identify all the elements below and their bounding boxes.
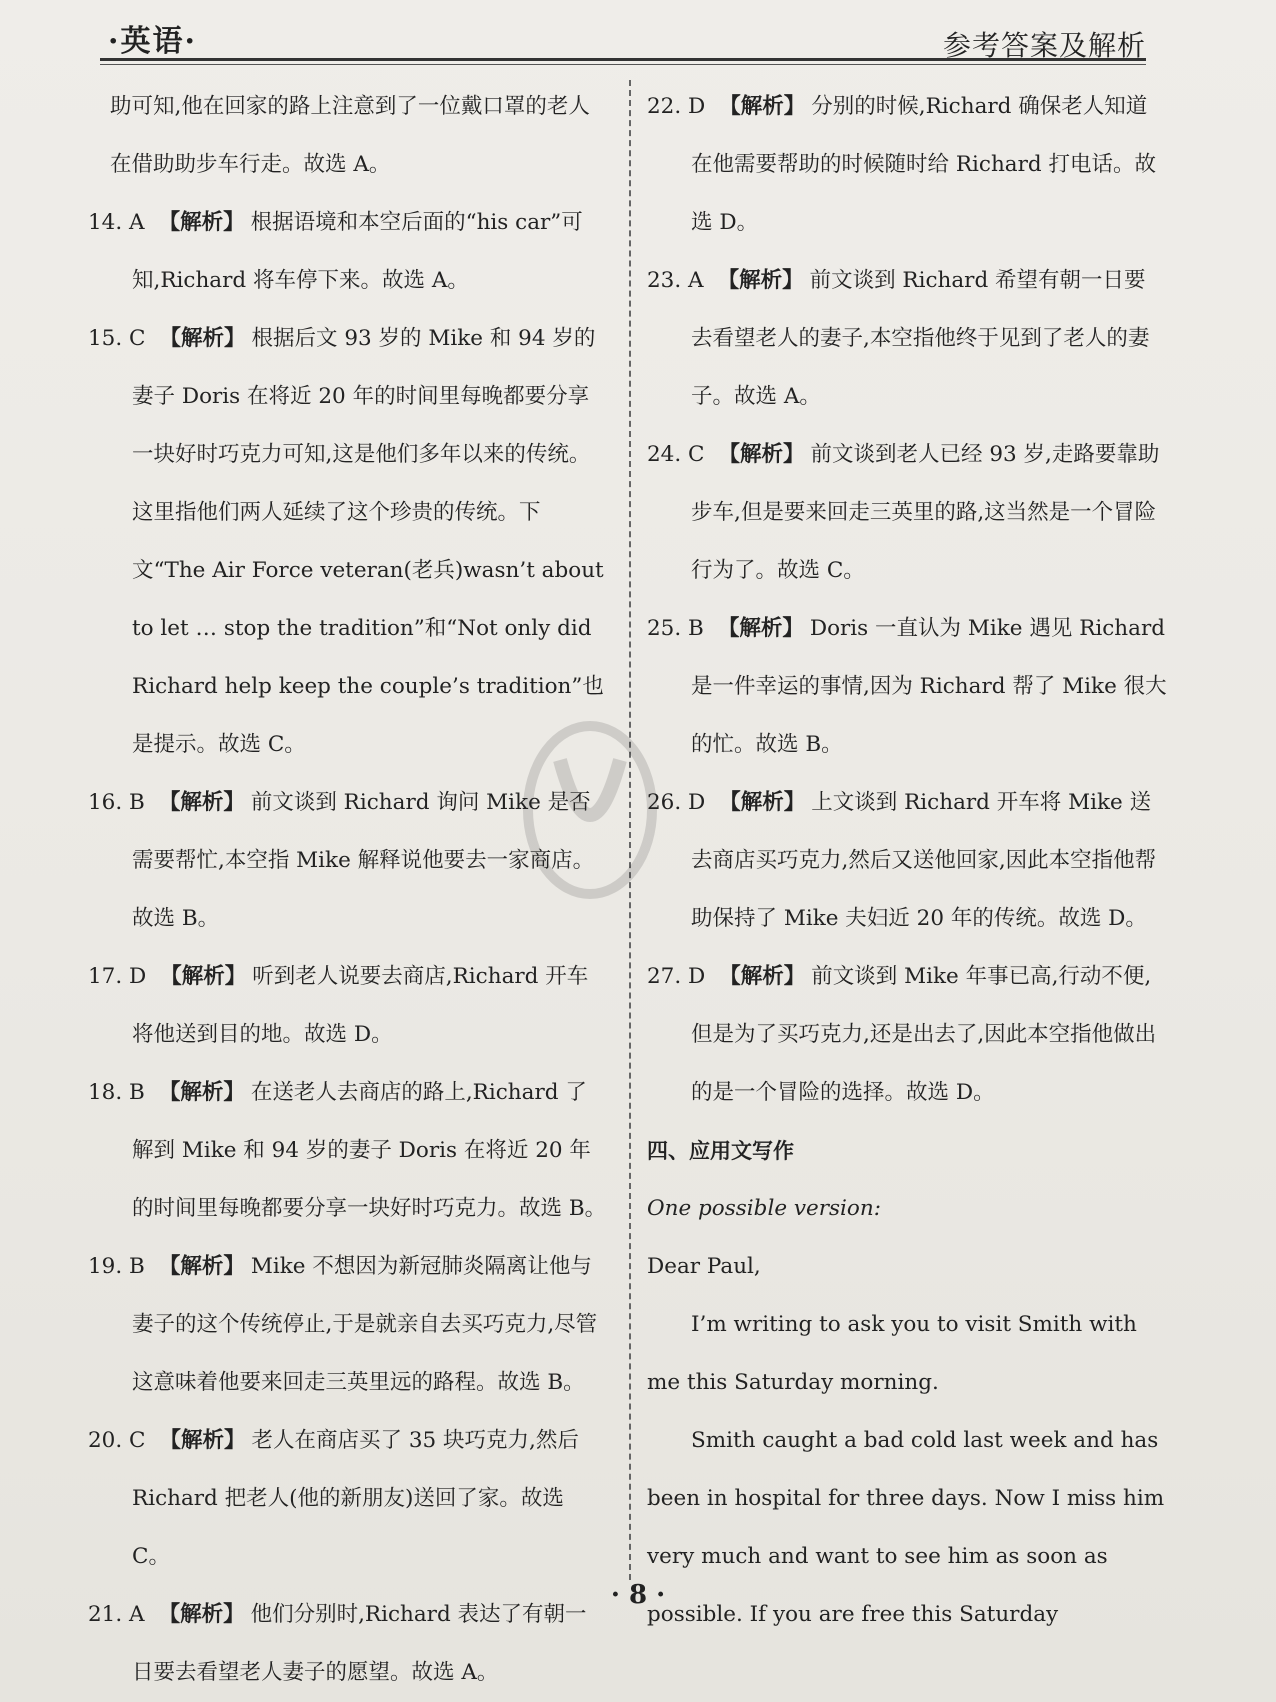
continued-text: 助可知,他在回家的路上注意到了一位戴口罩的老人在借助助步车行走。故选 A。: [110, 94, 590, 177]
analysis-tag: 【解析】: [719, 790, 806, 815]
letter-paragraph: I’m writing to ask you to visit Smith with me this Saturday morning.: [647, 1312, 1137, 1395]
answer-item-16: [88, 774, 608, 948]
header-rule: [100, 58, 1146, 61]
analysis-tag: 【解析】: [158, 1254, 245, 1279]
analysis-tag: 【解析】: [717, 268, 804, 293]
answer-item-26: [647, 774, 1167, 948]
answer-explanation: 听到老人说要去商店,Richard 开车将他送到目的地。故选 D。: [132, 964, 589, 1047]
answer-explanation: 上文谈到 Richard 开车将 Mike 送去商店买巧克力,然后又送他回家,因此本空指他帮助保持了 Mike 夫妇近 20 年的传统。故选 D。: [691, 790, 1157, 931]
answer-item-18: [88, 1064, 608, 1238]
analysis-tag: 【解析】: [158, 210, 245, 235]
answer-explanation: 根据后文 93 岁的 Mike 和 94 岁的妻子 Doris 在将近 20 年的时间里每晚都要分享一块好时巧克力可知,这是他们多年以来的传统。这里指他们两人延续了这个珍贵的传统。下文“The Air Force veteran(老兵)wasn’t about to let … stop the tradition”和“Not only did Richard help keep the couple’s tradition”也是提示。故选 C。: [132, 326, 604, 757]
answer-number: 14. A: [88, 210, 145, 235]
answer-number: 17. D: [88, 964, 147, 989]
answer-explanation: Mike 不想因为新冠肺炎隔离让他与妻子的这个传统停止,于是就亲自去买巧克力,尽管这意味着他要来回走三英里远的路程。故选 B。: [132, 1254, 598, 1395]
analysis-tag: 【解析】: [160, 964, 247, 989]
answer-number: 18. B: [88, 1080, 145, 1105]
answer-number: 24. C: [647, 442, 705, 467]
answer-explanation: 他们分别时,Richard 表达了有朝一日要去看望老人妻子的愿望。故选 A。: [132, 1602, 587, 1685]
analysis-tag: 【解析】: [719, 964, 806, 989]
section-title: 参考答案及解析: [942, 29, 1146, 62]
answer-explanation: 前文谈到老人已经 93 岁,走路要靠助步车,但是要来回走三英里的路,这当然是一个冒险行为了。故选 C。: [691, 442, 1160, 583]
letter-paragraph: Smith caught a bad cold last week and has been in hospital for three days. Now I miss him very much and want to see him as soon as possible. If you are free this Saturday: [647, 1428, 1165, 1627]
answer-number: 26. D: [647, 790, 706, 815]
version-label: One possible version:: [647, 1196, 881, 1221]
analysis-tag: 【解析】: [158, 1602, 245, 1627]
answer-item-20: [88, 1412, 608, 1586]
answer-explanation: 前文谈到 Mike 年事已高,行动不便,但是为了买巧克力,还是出去了,因此本空指他做出的是一个冒险的选择。故选 D。: [691, 964, 1157, 1105]
analysis-tag: 【解析】: [159, 1428, 246, 1453]
answer-explanation: 老人在商店买了 35 块巧克力,然后 Richard 把老人(他的新朋友)送回了家。故选 C。: [132, 1428, 579, 1569]
answer-number: 15. C: [88, 326, 146, 351]
answer-explanation: 在送老人去商店的路上,Richard 了解到 Mike 和 94 岁的妻子 Doris 在将近 20 年的时间里每晚都要分享一块好时巧克力。故选 B。: [132, 1080, 607, 1221]
answer-number: 22. D: [647, 94, 706, 119]
analysis-tag: 【解析】: [158, 790, 245, 815]
answer-explanation: 分别的时候,Richard 确保老人知道在他需要帮助的时候随时给 Richard 打电话。故选 D。: [691, 94, 1156, 235]
analysis-tag: 【解析】: [717, 616, 804, 641]
analysis-tag: 【解析】: [719, 94, 806, 119]
answer-number: 25. B: [647, 616, 704, 641]
answer-item-27: [647, 948, 1167, 1122]
answer-number: 23. A: [647, 268, 704, 293]
analysis-tag: 【解析】: [159, 326, 246, 351]
answer-item-14: [88, 194, 608, 310]
analysis-tag: 【解析】: [718, 442, 805, 467]
subject-label: ·英语·: [108, 24, 197, 59]
answer-number: 27. D: [647, 964, 706, 989]
answer-item-19: [88, 1238, 608, 1412]
answer-explanation: Doris 一直认为 Mike 遇见 Richard 是一件幸运的事情,因为 Richard 帮了 Mike 很大的忙。故选 B。: [691, 616, 1167, 757]
answer-explanation: 前文谈到 Richard 询问 Mike 是否需要帮忙,本空指 Mike 解释说他要去一家商店。故选 B。: [132, 790, 595, 931]
page-header: [100, 10, 1146, 70]
letter-salutation: Dear Paul,: [647, 1254, 761, 1279]
page-number: · 8 ·: [610, 1580, 666, 1610]
answer-number: 19. B: [88, 1254, 145, 1279]
answer-item-15: [88, 310, 608, 774]
answer-explanation: 前文谈到 Richard 希望有朝一日要去看望老人的妻子,本空指他终于见到了老人的妻子。故选 A。: [691, 268, 1150, 409]
answer-number: 16. B: [88, 790, 145, 815]
header-rule-thin: [100, 64, 1146, 65]
answer-item-25: [647, 600, 1167, 774]
writing-section-heading: 四、应用文写作: [647, 1139, 794, 1163]
answer-item-23: [647, 252, 1167, 426]
answer-number: 20. C: [88, 1428, 146, 1453]
answer-item-17: [88, 948, 608, 1064]
right-column: [647, 78, 1167, 1644]
analysis-tag: 【解析】: [158, 1080, 245, 1105]
answer-number: 21. A: [88, 1602, 145, 1627]
answer-item-22: [647, 78, 1167, 252]
answer-explanation: 根据语境和本空后面的“his car”可知,Richard 将车停下来。故选 A。: [132, 210, 583, 293]
answer-item-24: [647, 426, 1167, 600]
left-column: [88, 78, 608, 1702]
